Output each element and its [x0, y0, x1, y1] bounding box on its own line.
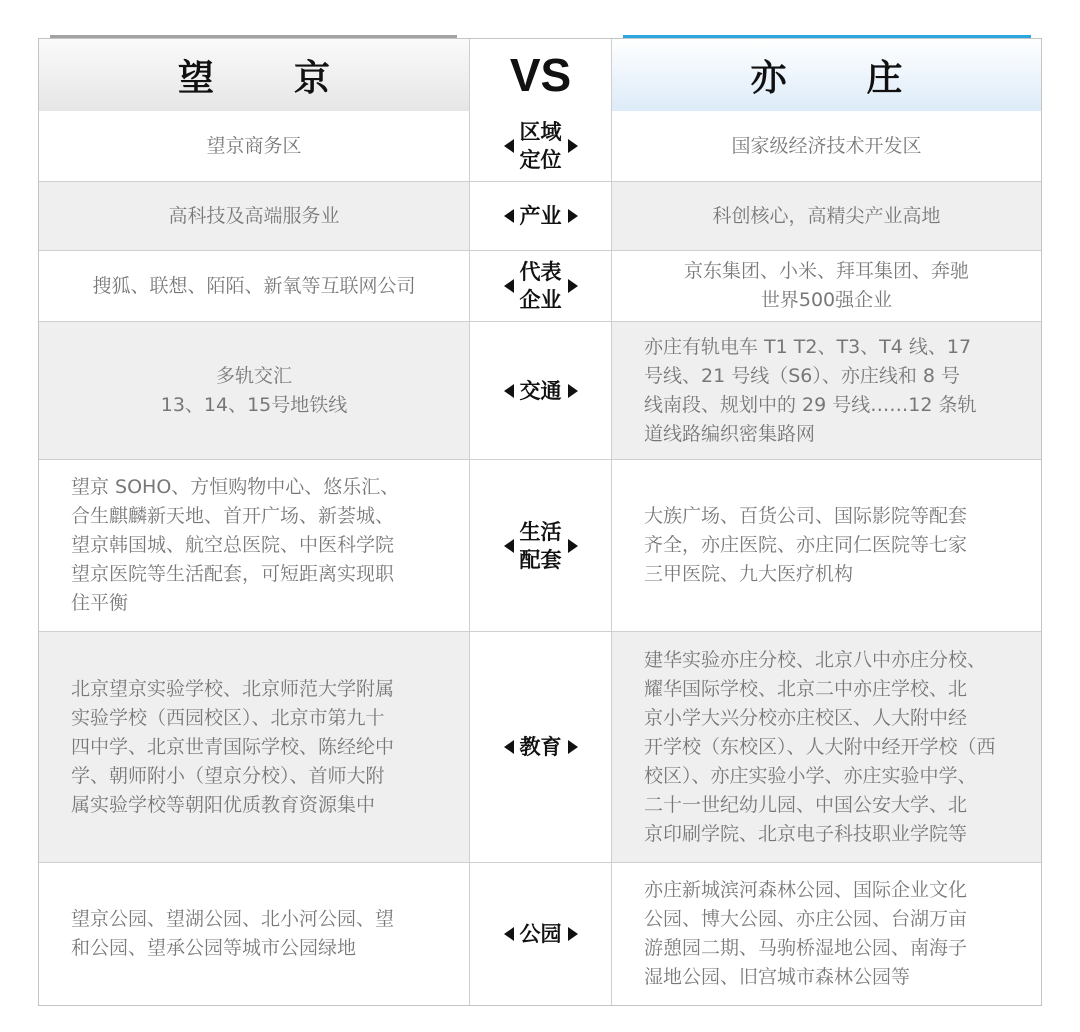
yizhuang-cell — [612, 460, 1041, 631]
text-line: 游憩园二期、马驹桥湿地公园、南海子 — [644, 937, 968, 959]
text-line: 望京韩国城、航空总医院、中医科学院 — [71, 534, 395, 556]
triangle-right-icon — [568, 209, 578, 223]
text-line: 学、朝师附小（望京分校）、首师大附 — [71, 764, 385, 787]
category-cell — [470, 460, 612, 631]
text-line: 和公园、望承公园等城市公园绿地 — [71, 937, 357, 959]
triangle-right-icon — [568, 279, 578, 293]
text-line: 大族广场、百货公司、国际影院等配套 — [644, 505, 968, 527]
text-line: 属实验学校等朝阳优质教育资源集中 — [71, 793, 376, 816]
text-line: 湿地公园、旧宫城市森林公园等 — [644, 966, 911, 988]
text-line: 号线、21 号线（S6）、亦庄线和 8 号 — [644, 364, 961, 387]
triangle-right-icon — [568, 384, 578, 398]
text-line: 合生麒麟新天地、首开广场、新荟城、 — [71, 505, 395, 527]
text-line: 亦庄新城滨河森林公园、国际企业文化 — [644, 879, 968, 901]
text-line: 高科技及高端服务业 — [168, 204, 340, 227]
table-row — [39, 181, 1041, 250]
text-line: 京东集团、小米、拜耳集团、奔驰 — [683, 260, 969, 282]
triangle-left-icon — [504, 539, 514, 553]
triangle-left-icon — [504, 927, 514, 941]
wangjing-cell — [39, 863, 470, 1005]
text-line: 科创核心，高精尖产业高地 — [712, 204, 941, 227]
text-line: 道线路编织密集路网 — [644, 422, 816, 445]
category-cell — [470, 182, 612, 250]
text-line: 四中学、北京世青国际学校、陈经纶中 — [71, 735, 395, 758]
header-right-char: 庄 — [866, 56, 903, 99]
text-line: 望京 SOHO、方恒购物中心、悠乐汇、 — [71, 476, 400, 498]
triangle-left-icon — [504, 384, 514, 398]
text-line: 住平衡 — [71, 592, 129, 614]
text-line: 三甲医院、九大医疗机构 — [644, 563, 854, 585]
text-line: 国家级经济技术开发区 — [731, 134, 922, 157]
text-line: 望京商务区 — [206, 134, 302, 157]
triangle-right-icon — [568, 139, 578, 153]
yizhuang-cell — [612, 111, 1041, 181]
text-line: 望京医院等生活配套，可短距离实现职 — [71, 563, 395, 585]
text-line: 齐全，亦庄医院、亦庄同仁医院等七家 — [644, 534, 968, 556]
header-left-char: 望 — [177, 56, 214, 99]
text-line: 13、14、15号地铁线 — [160, 393, 348, 416]
wangjing-cell — [39, 460, 470, 631]
header-left-char: 京 — [294, 56, 331, 99]
category-label: 公园 — [519, 922, 562, 946]
wangjing-cell — [39, 182, 470, 250]
header-row — [39, 39, 1041, 111]
triangle-left-icon — [504, 139, 514, 153]
header-left — [39, 39, 470, 111]
category-label: 产业 — [519, 204, 562, 228]
yizhuang-cell — [612, 182, 1041, 250]
triangle-right-icon — [568, 539, 578, 553]
table-row — [39, 862, 1041, 1005]
wangjing-cell — [39, 251, 470, 321]
header-right — [612, 39, 1041, 111]
category-cell — [470, 322, 612, 459]
text-line: 世界500强企业 — [760, 289, 893, 311]
text-line: 望京公园、望湖公园、北小河公园、望 — [71, 908, 395, 930]
triangle-left-icon — [504, 209, 514, 223]
text-line: 京印刷学院、北京电子科技职业学院等 — [644, 822, 968, 845]
text-line: 校区）、亦庄实验小学、亦庄实验中学、 — [644, 764, 977, 787]
yizhuang-cell — [612, 863, 1041, 1005]
category-label: 定位 — [519, 148, 562, 172]
category-cell — [470, 632, 612, 862]
text-line: 多轨交汇 — [215, 364, 292, 387]
table-row — [39, 321, 1041, 459]
text-line: 公园、博大公园、亦庄公园、台湖万亩 — [644, 908, 968, 930]
category-cell — [470, 251, 612, 321]
header-right-char: 亦 — [750, 56, 787, 99]
category-label: 生活 — [519, 519, 562, 544]
triangle-left-icon — [504, 740, 514, 754]
category-label: 代表 — [519, 260, 562, 284]
comparison-table — [38, 38, 1042, 1006]
wangjing-cell — [39, 111, 470, 181]
yizhuang-cell — [612, 632, 1041, 862]
text-line: 开学校（东校区）、人大附中经开学校（西 — [644, 735, 996, 758]
vs-label: VS — [509, 49, 572, 101]
triangle-right-icon — [568, 740, 578, 754]
wangjing-cell — [39, 322, 470, 459]
category-label: 交通 — [519, 378, 562, 403]
yizhuang-cell — [612, 251, 1041, 321]
table-row — [39, 250, 1041, 321]
category-label: 区域 — [519, 120, 562, 144]
table-row — [39, 111, 1041, 181]
text-line: 北京望京实验学校、北京师范大学附属 — [71, 677, 395, 700]
category-cell — [470, 863, 612, 1005]
category-cell — [470, 111, 612, 181]
text-line: 亦庄有轨电车 T1 T2、T3、T4 线、17 — [644, 335, 972, 358]
text-line: 实验学校（西园校区）、北京市第九十 — [71, 706, 385, 729]
text-line: 二十一世纪幼儿园、中国公安大学、北 — [644, 793, 968, 816]
triangle-left-icon — [504, 279, 514, 293]
text-line: 京小学大兴分校亦庄校区、人大附中经 — [644, 706, 968, 729]
text-line: 线南段、规划中的 29 号线……12 条轨 — [644, 393, 977, 416]
category-label: 企业 — [519, 288, 562, 312]
table-row — [39, 631, 1041, 862]
header-vs — [470, 39, 612, 111]
triangle-right-icon — [568, 927, 578, 941]
text-line: 建华实验亦庄分校、北京八中亦庄分校、 — [644, 648, 987, 671]
yizhuang-cell — [612, 322, 1041, 459]
category-label: 教育 — [519, 735, 562, 759]
wangjing-cell — [39, 632, 470, 862]
category-label: 配套 — [519, 547, 562, 572]
text-line: 耀华国际学校、北京二中亦庄学校、北 — [644, 677, 968, 700]
text-line: 搜狐、联想、陌陌、新氧等互联网公司 — [92, 274, 416, 297]
table-row — [39, 459, 1041, 631]
